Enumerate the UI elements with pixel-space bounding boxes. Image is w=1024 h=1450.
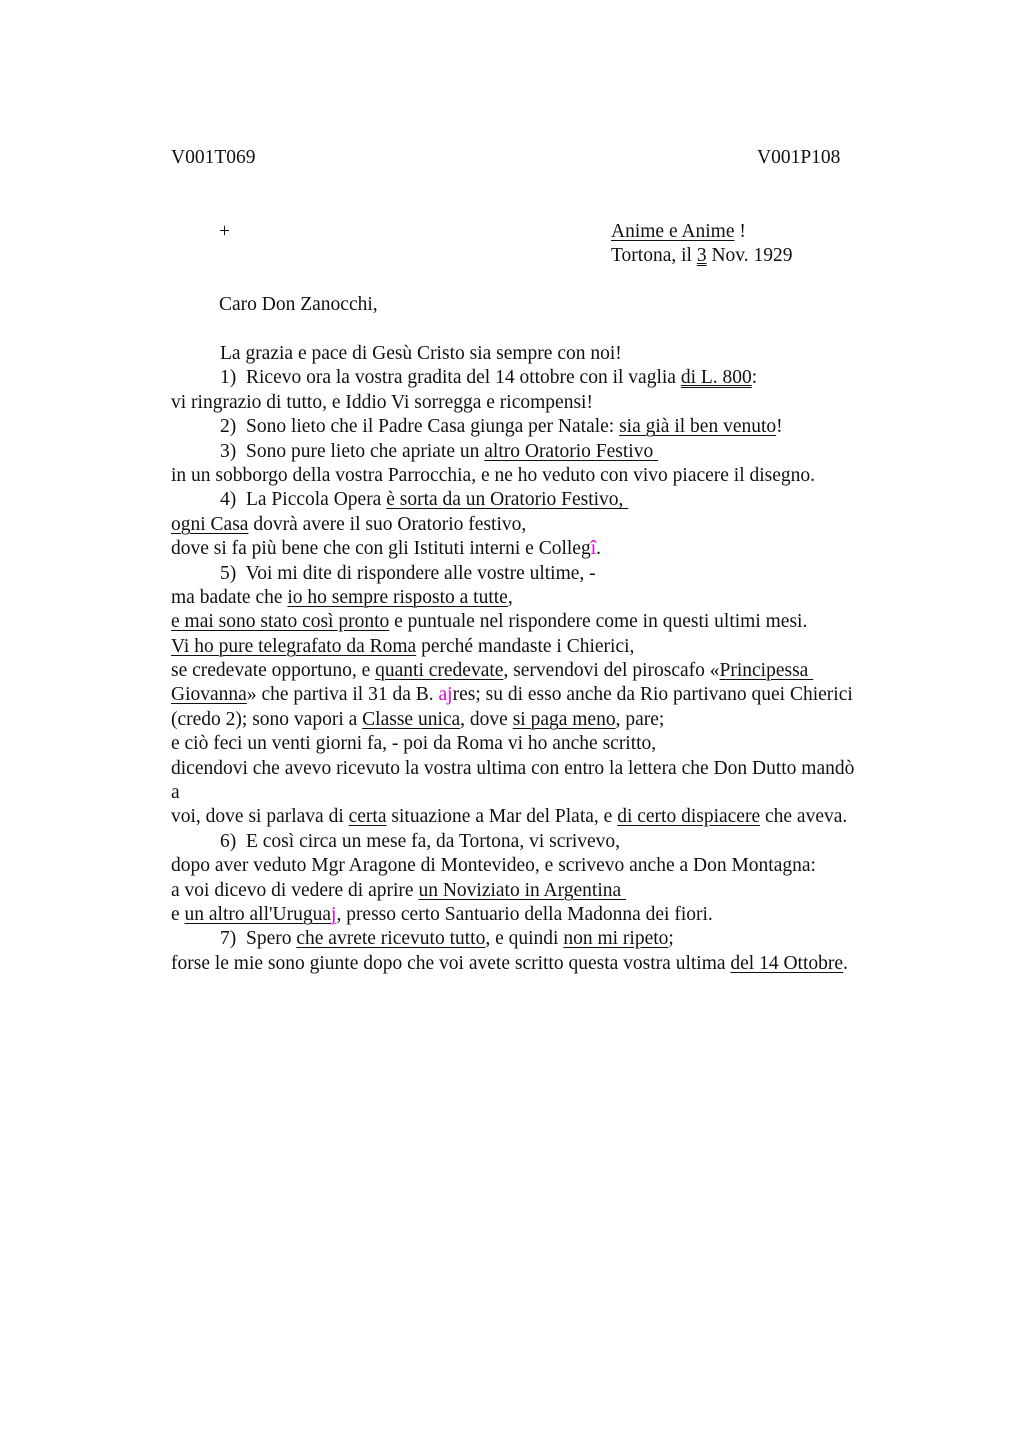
text-run: dovrà avere il suo Oratorio festivo, <box>248 513 527 535</box>
text-run: che avrete ricevuto tutto <box>296 928 486 950</box>
letter-line <box>171 805 931 829</box>
letter-line <box>171 440 931 464</box>
text-run: un altro all'Urugua <box>184 903 332 925</box>
letter-line <box>171 366 931 390</box>
letter-line <box>171 952 931 976</box>
letter-line <box>171 854 931 878</box>
letter-line <box>171 683 931 707</box>
letter-line <box>171 391 931 415</box>
text-run: e mai sono stato così pronto <box>171 611 390 633</box>
text-run: 2) Sono lieto che il Padre Casa giunga per Natale: <box>220 416 620 438</box>
text-run: quanti credevate <box>375 660 504 682</box>
document-code-left: V001T069 <box>171 147 256 168</box>
text-run: dove si fa più bene che con gli Istituti interni e Colleg <box>171 538 591 560</box>
text-run: . <box>843 952 848 974</box>
text-run: sia già il ben venuto <box>619 416 777 438</box>
text-run: ogni Casa <box>171 513 249 535</box>
letter-line <box>171 757 931 781</box>
text-run: situazione a Mar del Plata, e <box>386 806 618 828</box>
letter-line <box>171 464 931 488</box>
letter-line <box>171 415 931 439</box>
text-run: î <box>590 538 597 560</box>
letter-line <box>171 635 931 659</box>
text-run: , servendovi del piroscafo « <box>503 660 720 682</box>
dateline-prefix: Tortona, il <box>611 245 697 266</box>
text-run: vi ringrazio di tutto, e Iddio Vi sorregga e ricompensi! <box>171 391 593 413</box>
text-run: ! <box>776 416 783 438</box>
text-run: 7) Spero <box>220 928 297 950</box>
text-run: e puntuale nel rispondere come in questi ultimi mesi. <box>389 611 808 633</box>
text-run: 3) Sono pure lieto che apriate un <box>220 440 485 462</box>
text-run: , e quindi <box>485 928 564 950</box>
letter-line <box>171 781 931 805</box>
cross-symbol: + <box>219 221 230 242</box>
letter-line <box>171 659 931 683</box>
text-run: Principessa <box>719 660 814 682</box>
text-run: 4) La Piccola Opera <box>220 489 387 511</box>
text-run: e ciò feci un venti giorni fa, - poi da Roma vi ho anche scritto, <box>171 733 657 755</box>
text-run: certa <box>348 806 387 828</box>
text-run: : <box>751 367 758 389</box>
letter-line <box>171 903 931 927</box>
text-run: » che partiva il 31 da B. <box>246 684 439 706</box>
letter-line <box>171 562 931 586</box>
motto <box>611 220 746 244</box>
text-run: 1) Ricevo ora la vostra gradita del 14 ottobre con il vaglia <box>220 367 681 389</box>
letter-line <box>171 732 931 756</box>
text-run: del 14 Ottobre <box>730 952 844 974</box>
text-run: Classe unica <box>362 708 461 730</box>
letter-line <box>171 879 931 903</box>
letter-body <box>171 342 931 976</box>
dateline-suffix: Nov. 1929 <box>706 245 793 266</box>
text-run: , presso certo Santuario della Madonna dei fiori. <box>336 903 713 925</box>
dateline-day: 3 <box>696 245 707 266</box>
text-run: voi, dove si parlava di <box>171 806 349 828</box>
text-run: non mi ripeto <box>563 928 669 950</box>
text-run: forse le mie sono giunte dopo che voi avete scritto questa vostra ultima <box>171 952 731 974</box>
text-run: j <box>331 903 337 925</box>
motto-text: Anime e Anime <box>611 221 735 242</box>
letter-line <box>171 537 931 561</box>
text-run: un Noviziato in Argentina <box>418 879 627 901</box>
text-run: e <box>171 903 185 925</box>
text-run: 5) Voi mi dite di rispondere alle vostre ultime, - <box>220 562 596 584</box>
text-run: perché mandaste i Chierici, <box>416 635 635 657</box>
letter-line <box>171 830 931 854</box>
text-run: ma badate che <box>171 586 288 608</box>
text-run: Vi ho pure telegrafato da Roma <box>171 635 417 657</box>
text-run: è sorta da un Oratorio Festivo, <box>386 489 629 511</box>
text-run: La grazia e pace di Gesù Cristo sia sempre con noi! <box>220 343 622 364</box>
text-run: che aveva. <box>760 806 848 828</box>
letter-line <box>171 927 931 951</box>
text-run: 6) E così circa un mese fa, da Tortona, vi scrivevo, <box>220 830 621 852</box>
text-run: ; <box>668 928 674 950</box>
letter-line <box>171 708 931 732</box>
text-run: a <box>171 782 180 804</box>
text-run: altro Oratorio Festivo <box>484 440 659 462</box>
dateline <box>611 244 793 268</box>
text-run: . <box>596 538 601 560</box>
text-run: (credo 2); sono vapori a <box>171 708 363 730</box>
text-run: dopo aver veduto Mgr Aragone di Montevideo, e scrivevo anche a Don Montagna: <box>171 855 816 877</box>
salutation: Caro Don Zanocchi, <box>219 294 378 315</box>
letter-line <box>171 488 931 512</box>
text-run: si paga meno <box>512 708 616 730</box>
letter-line <box>171 342 931 366</box>
text-run: , dove <box>460 708 513 730</box>
letter-line <box>171 610 931 634</box>
text-run: aj <box>438 684 453 706</box>
text-run: , pare; <box>615 708 665 730</box>
text-run: di certo dispiacere <box>617 806 761 828</box>
text-run: a voi dicevo di vedere di aprire <box>171 879 419 901</box>
letter-line <box>171 513 931 537</box>
text-run: se credevate opportuno, e <box>171 660 376 682</box>
text-run: in un sobborgo della vostra Parrocchia, e ne ho veduto con vivo piacere il disegno. <box>171 464 816 486</box>
document-code-right: V001P108 <box>757 147 841 168</box>
text-run: io ho sempre risposto a tutte <box>287 586 508 608</box>
text-run: res; su di esso anche da Rio partivano quei Chierici <box>452 684 853 706</box>
motto-suffix: ! <box>734 221 746 242</box>
text-run: di L. 800 <box>680 367 752 389</box>
text-run: , <box>507 586 513 608</box>
text-run: Giovanna <box>171 684 247 706</box>
text-run: dicendovi che avevo ricevuto la vostra ultima con entro la lettera che Don Dutto mandò <box>171 757 855 779</box>
letter-line <box>171 586 931 610</box>
